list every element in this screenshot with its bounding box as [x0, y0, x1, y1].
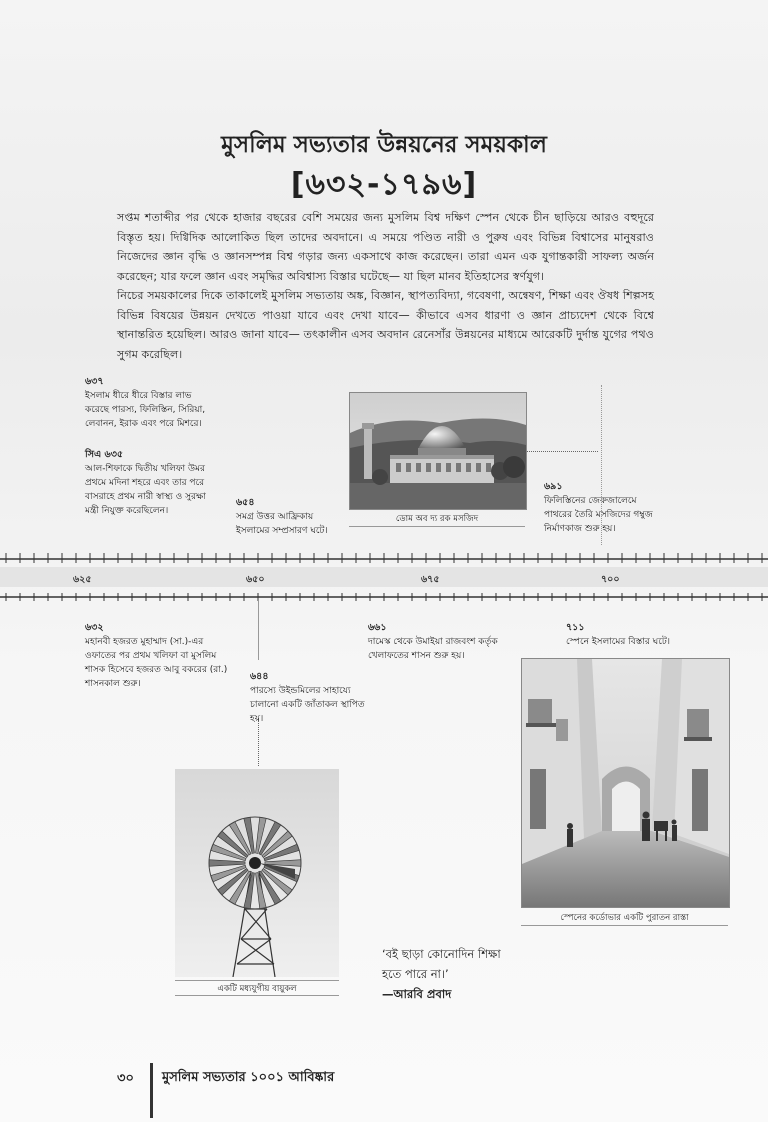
event-year: ৬৫৪ [236, 497, 255, 508]
windmill-photo-caption: একটি মধ্যযুগীয় বায়ুকল [217, 984, 297, 994]
quote-line-2: হতে পারে না।’ [382, 967, 449, 981]
event-text: ইসলাম ধীরে ধীরে বিস্তার লাভ করেছে পারস্য, ফিলিস্তিন, সিরিয়া, লেবানন, ইরাক এবং পরে মিশরে। [85, 391, 206, 429]
timeline-label-675: ৬৭৫ [421, 574, 440, 585]
footer-divider [150, 1063, 153, 1118]
quote-line-1: ‘বই ছাড়া কোনোদিন শিক্ষা [382, 947, 501, 961]
event-644 [250, 670, 375, 726]
event-text: দামেস্ক থেকে উমাইয়া রাজবংশ কর্তৃক খেলাফতের শাসন শুরু হয়। [368, 637, 498, 661]
intro-paragraph-2: নিচের সময়কালের দিকে তাকালেই মুসলিম সভ্যতায় অঙ্ক, বিজ্ঞান, স্থাপত্যবিদ্যা, গবেষণা, অন্বেষণ, শিক্ষা এবং ঔষধ শিল্পসহ বিভিন্ন বিষয়ের উন্নয়ন দেখতে পাওয়া যাবে এবং দেখা যাবে— কীভাবে এসব ধারণা ও জ্ঞান প্রাচ্যদেশ থেকে বিশ্বে স্থানান্তরিত হয়েছিল। আরও জানা যাবে— তৎকালীন এসব অবদান রেনেসাঁর উন্নয়নের মাধ্যমে আরেকটি দুর্দান্ত যুগের পথও সুগম করেছিল। [117, 289, 654, 361]
page-number: ৩০ [117, 1071, 134, 1086]
event-text: মহানবী হজরত মুহাম্মাদ (সা.)-এর ওফাতের পর প্রথম খলিফা বা মুসলিম শাসক হিসেবে হজরত আবু বকরের (রা.) শাসনকাল শুরু। [85, 637, 228, 689]
windmill-illustration [175, 769, 339, 977]
windmill-photo [175, 769, 339, 977]
dome-illustration [350, 393, 526, 509]
intro-text [117, 208, 654, 364]
event-654 [236, 496, 348, 538]
timeline-ticks [0, 553, 768, 601]
event-year: সিএ ৬৩৫ [85, 449, 124, 460]
event-year: ৬৪৪ [250, 671, 269, 682]
event-711 [566, 621, 716, 649]
year-range-heading: [৬৩২-১৭৯৬] [290, 167, 478, 202]
dome-photo-caption: ডোম অব দ্য রক মসজিদ [395, 514, 479, 524]
event-text: সমগ্র উত্তর আফ্রিকায় ইসলামের সম্প্রসারণ ঘটে। [236, 512, 328, 536]
event-632 [85, 621, 235, 691]
event-691 [544, 480, 666, 536]
caption-underline [175, 980, 339, 981]
event-text: আল-শিফাকে দ্বিতীয় খলিফা উমর প্রথমে মদিনা শহরে এবং তার পরে বাসরাহে প্রথম নারী স্বাস্থ্য ও সুরক্ষা মন্ত্রী নিযুক্ত করেছিলেন। [85, 464, 206, 516]
arabic-proverb-quote [382, 944, 501, 1004]
page-title: মুসলিম সভ্যতার উন্নয়নের সময়কাল [221, 132, 547, 158]
timeline-ruler [0, 553, 768, 601]
street-illustration [522, 659, 729, 907]
caption-underline [349, 526, 525, 527]
event-text: ফিলিস্তিনের জেরুজালেমে পাথরের তৈরি মসজিদের গম্বুজ নির্মাণকাজ শুরু হয়। [544, 496, 653, 534]
timeline-label-625: ৬২৫ [73, 574, 92, 585]
connector-line [258, 600, 259, 660]
event-661 [368, 621, 518, 663]
intro-paragraph-1: সপ্তম শতাব্দীর পর থেকে হাজার বছরের বেশি সময়ের জন্য মুসলিম বিশ্ব দক্ষিণ স্পেন থেকে চীন ছাড়িয়ে আরও বহুদূরে বিস্তৃত হয়। দিগ্বিদিক আলোকিত ছিল তাদের অবদানে। এ সময়ে পণ্ডিত নারী ও পুরুষ এবং বিভিন্ন বিশ্বাসের মানুষরাও নিজেদের জ্ঞান বৃদ্ধি ও জ্ঞানসম্পন্ন বিশ্ব গড়ার জন্য একসাথে কাজ করেছেন। তারা এমন এক যুগান্তকারী সাফল্য অর্জন করেছেন; যার ফলে জ্ঞান এবং সমৃদ্ধির অবিশ্বাস্য বিস্তার ঘটেছে— যা ছিল মানব ইতিহাসের স্বর্ণযুগ। [117, 211, 654, 283]
cordoba-street-photo [521, 658, 730, 908]
event-text: পারস্যে উইন্ডমিলের সাহায্যে চালানো একটি জাঁতাকল স্থাপিত হয়। [250, 686, 365, 724]
event-year: ৬৩৭ [85, 376, 104, 387]
connector-line [526, 451, 598, 452]
event-637 [85, 375, 213, 431]
event-year: ৬৯১ [544, 481, 563, 492]
event-year: ৭১১ [566, 622, 585, 633]
dome-of-the-rock-photo [349, 392, 527, 510]
timeline-label-650: ৬৫০ [246, 574, 265, 585]
caption-underline [175, 995, 339, 996]
timeline-label-700: ৭০০ [601, 574, 620, 585]
event-year: ৬৬১ [368, 622, 387, 633]
event-635 [85, 448, 213, 518]
quote-source: —আরবি প্রবাদ [382, 987, 452, 1001]
event-text: স্পেনে ইসলামের বিস্তার ঘটে। [566, 637, 670, 647]
event-year: ৬৩২ [85, 622, 104, 633]
caption-underline [521, 925, 728, 926]
connector-line [601, 385, 602, 545]
street-photo-caption: স্পেনের কর্ডোভার একটি পুরাতন রাস্তা [560, 913, 689, 923]
book-title: মুসলিম সভ্যতার ১০০১ আবিষ্কার [162, 1070, 335, 1085]
